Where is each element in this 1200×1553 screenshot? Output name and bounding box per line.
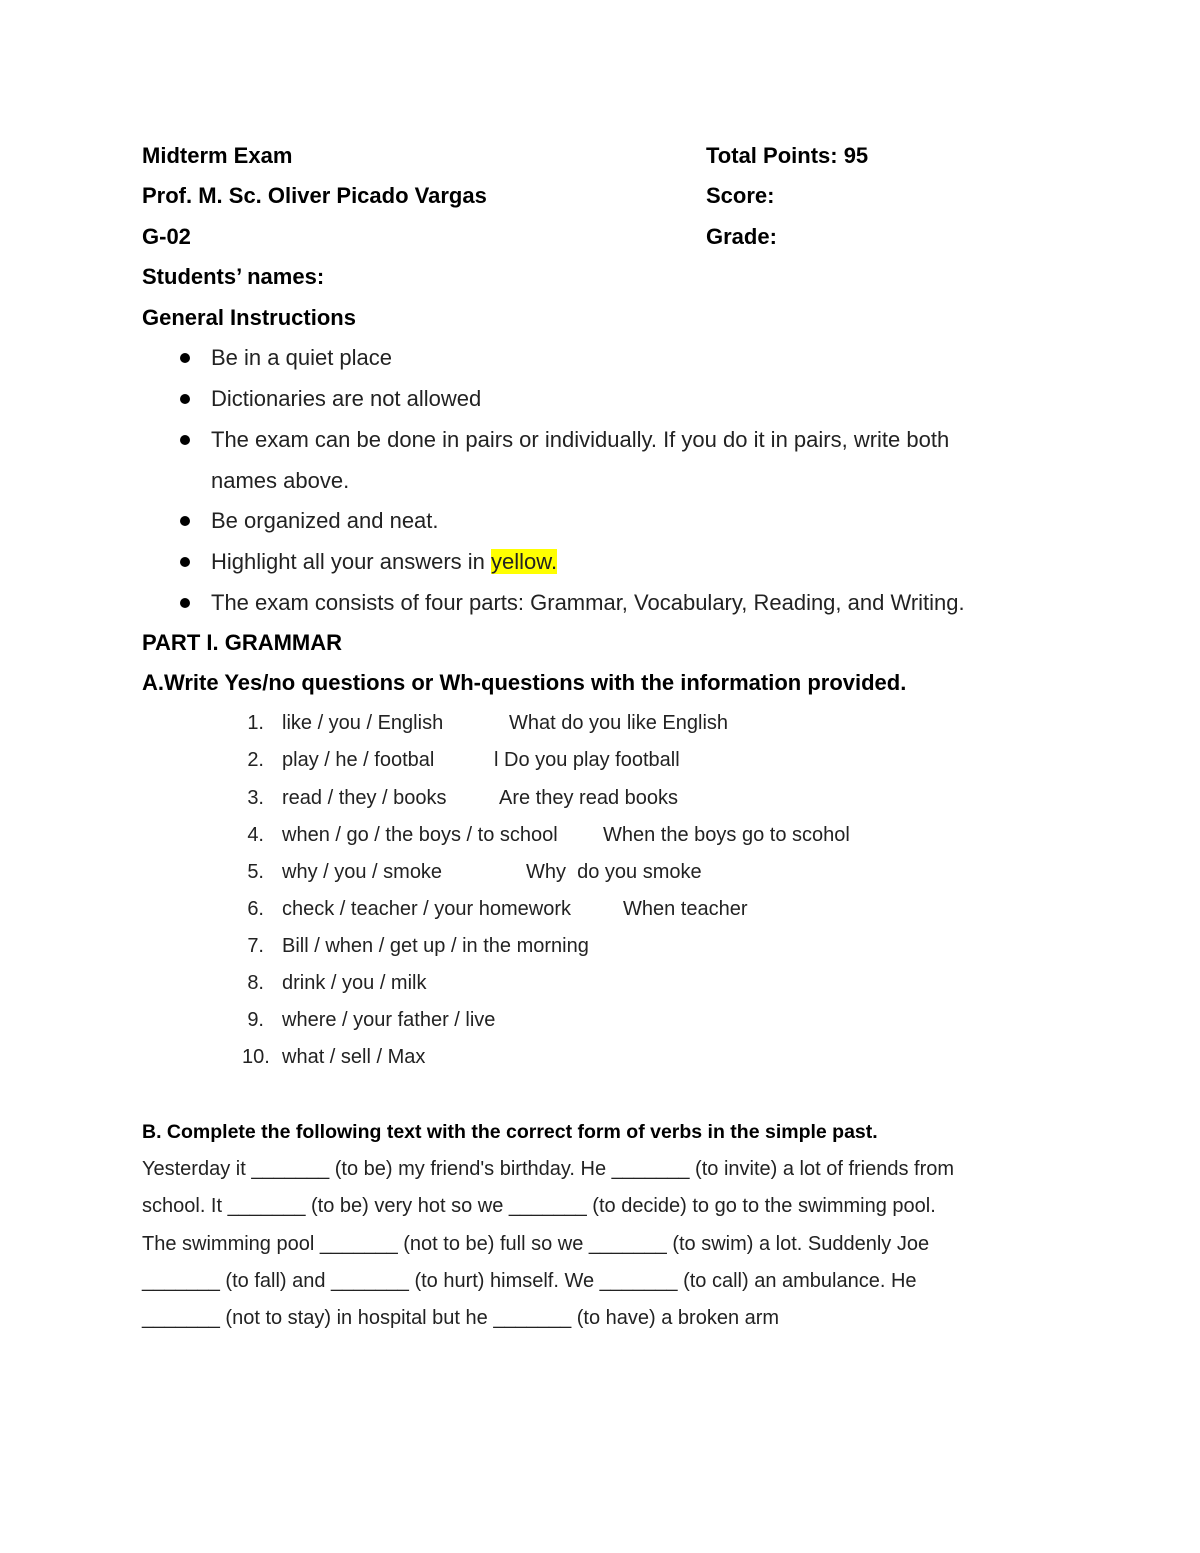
instruction-item: The exam can be done in pairs or individually. If you do it in pairs, write both	[211, 427, 950, 452]
question-prompt: why / you / smoke	[282, 861, 443, 883]
bullet-icon	[180, 394, 190, 404]
bullet-icon	[180, 516, 190, 526]
question-answer[interactable]: l Do you play football	[494, 749, 680, 771]
score-label: Score:	[706, 183, 775, 208]
bullet-icon	[180, 598, 190, 608]
bullet-icon	[180, 353, 190, 363]
question-number: 10.	[242, 1046, 270, 1068]
question-answer[interactable]: Why do you smoke	[526, 861, 702, 883]
question-answer[interactable]: What do you like English	[509, 712, 729, 734]
question-number: 1.	[247, 712, 264, 734]
bullet-icon	[180, 435, 190, 445]
part-title: PART I. GRAMMAR	[142, 630, 343, 655]
instruction-item-continuation: names above.	[211, 468, 350, 493]
question-prompt: Bill / when / get up / in the morning	[282, 935, 589, 957]
total-points: Total Points: 95	[706, 143, 869, 168]
question-number: 2.	[247, 749, 264, 771]
instruction-highlight-text: Highlight all your answers in	[211, 549, 485, 574]
question-answer[interactable]: Are they read books	[499, 787, 678, 809]
exam-title: Midterm Exam	[142, 143, 293, 168]
professor-name: Prof. M. Sc. Oliver Picado Vargas	[142, 183, 487, 208]
question-number: 9.	[247, 1009, 264, 1031]
instruction-item	[211, 549, 557, 575]
fill-in-text-line[interactable]: _______ (to fall) and _______ (to hurt) himself. We _______ (to call) an ambulance. He	[142, 1270, 917, 1292]
grade-label: Grade:	[706, 224, 777, 249]
fill-in-text-line[interactable]: Yesterday it _______ (to be) my friend's birthday. He _______ (to invite) a lot of friends from	[142, 1158, 955, 1180]
yellow-highlight-word: yellow.	[491, 549, 558, 574]
instruction-item: The exam consists of four parts: Grammar, Vocabulary, Reading, and Writing.	[211, 590, 965, 615]
question-answer[interactable]: When the boys go to scohol	[603, 824, 850, 846]
instruction-item: Be organized and neat.	[211, 508, 439, 533]
section-a-title: A.Write Yes/no questions or Wh-questions with the information provided.	[142, 670, 907, 695]
question-number: 3.	[247, 787, 264, 809]
fill-in-text-line[interactable]: school. It _______ (to be) very hot so we _______ (to decide) to go to the swimming pool.	[142, 1195, 936, 1217]
question-number: 8.	[247, 972, 264, 994]
question-prompt: check / teacher / your homework	[282, 898, 572, 920]
question-prompt: read / they / books	[282, 787, 447, 809]
students-names-label: Students’ names:	[142, 264, 325, 289]
question-number: 7.	[247, 935, 264, 957]
question-prompt: where / your father / live	[282, 1009, 496, 1031]
question-prompt: when / go / the boys / to school	[282, 824, 558, 846]
question-number: 4.	[247, 824, 264, 846]
question-prompt: what / sell / Max	[282, 1046, 426, 1068]
question-prompt: drink / you / milk	[282, 972, 427, 994]
fill-in-text-line[interactable]: _______ (not to stay) in hospital but he _______ (to have) a broken arm	[142, 1307, 780, 1329]
instruction-item: Dictionaries are not allowed	[211, 386, 482, 411]
question-number: 6.	[247, 898, 264, 920]
group-code: G-02	[142, 224, 191, 249]
question-prompt: like / you / English	[282, 712, 444, 734]
bullet-icon	[180, 557, 190, 567]
instructions-title: General Instructions	[142, 305, 356, 330]
instruction-item: Be in a quiet place	[211, 345, 393, 370]
question-answer[interactable]: When teacher	[623, 898, 748, 920]
fill-in-text-line[interactable]: The swimming pool _______ (not to be) full so we _______ (to swim) a lot. Suddenly Joe	[142, 1233, 930, 1255]
question-number: 5.	[247, 861, 264, 883]
question-prompt: play / he / footbal	[282, 749, 435, 771]
section-b-title: B. Complete the following text with the correct form of verbs in the simple past.	[142, 1121, 878, 1143]
